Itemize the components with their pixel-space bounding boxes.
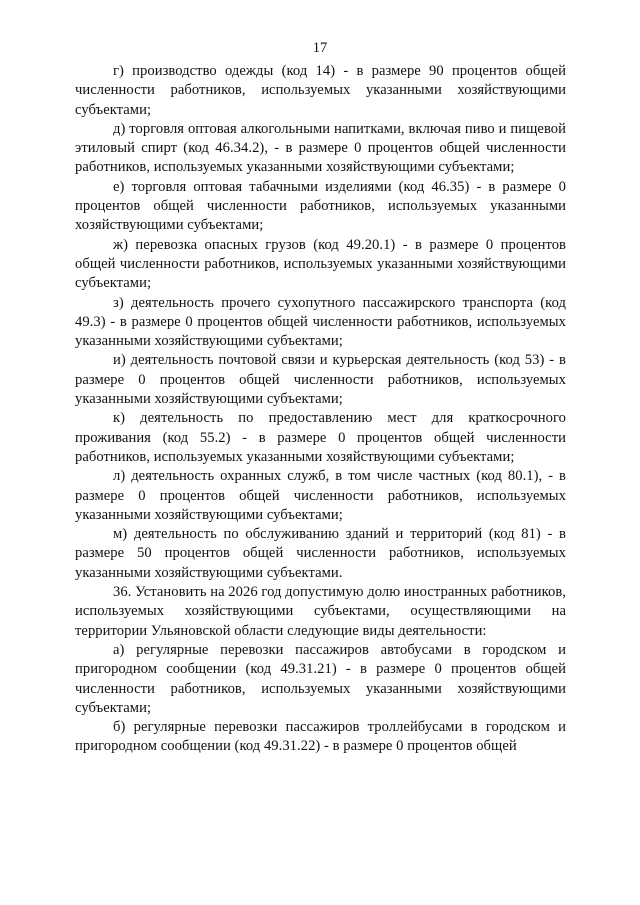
paragraph-b-trolleybus-transport: б) регулярные перевозки пассажиров троллейбусами в городском и пригородном сообщении (код 49.31.22) - в размере 0 процентов общей bbox=[75, 719, 566, 755]
page-number: 17 bbox=[312, 40, 328, 56]
paragraph-g-clothing: г) производство одежды (код 14) - в размере 90 процентов общей численности работников, используемых указанными хозяйствующими субъектами; bbox=[75, 63, 566, 118]
paragraph-k-short-term-accommodation: к) деятельность по предоставлению мест для краткосрочного проживания (код 55.2) - в размере 0 процентов общей численности работников, используемых указанными хозяйствующими субъектами; bbox=[75, 410, 566, 465]
paragraph-36-foreign-workers-2026: 36. Установить на 2026 год допустимую долю иностранных работников, используемых хозяйствующими субъектами, осуществляющими на территории Ульяновской области следующие виды деятельности: bbox=[75, 584, 566, 639]
paragraph-z-land-passenger-transport: з) деятельность прочего сухопутного пассажирского транспорта (код 49.3) - в размере 0 процентов общей численности работников, используемых указанными хозяйствующими субъектами; bbox=[75, 294, 566, 350]
paragraph-a-bus-transport: а) регулярные перевозки пассажиров автобусами в городском и пригородном сообщении (код 49.31.21) - в размере 0 процентов общей численности работников, используемых указанными хозяйствующими субъектами; bbox=[75, 641, 566, 716]
document-body bbox=[75, 62, 566, 757]
paragraph-l-security-services: л) деятельность охранных служб, в том числе частных (код 80.1), - в размере 0 процентов общей численности работников, используемых указанными хозяйствующими субъектами; bbox=[75, 468, 566, 523]
paragraph-d-alcohol-wholesale: д) торговля оптовая алкогольными напитками, включая пиво и пищевой этиловый спирт (код 46.34.2), - в размере 0 процентов общей численности работников, используемых указанными хозяйствующими субъектами; bbox=[75, 120, 566, 176]
paragraph-m-building-maintenance: м) деятельность по обслуживанию зданий и территорий (код 81) - в размере 50 процентов общей численности работников, используемых указанными хозяйствующими субъектами. bbox=[75, 526, 566, 581]
paragraph-zh-dangerous-goods: ж) перевозка опасных грузов (код 49.20.1) - в размере 0 процентов общей численности работников, используемых указанными хозяйствующими субъектами; bbox=[75, 236, 566, 292]
paragraph-i-postal-courier: и) деятельность почтовой связи и курьерская деятельность (код 53) - в размере 0 процентов общей численности работников, используемых указанными хозяйствующими субъектами; bbox=[75, 352, 566, 408]
paragraph-e-tobacco-wholesale: е) торговля оптовая табачными изделиями (код 46.35) - в размере 0 процентов общей численности работников, используемых указанными хозяйствующими субъектами; bbox=[75, 178, 566, 234]
